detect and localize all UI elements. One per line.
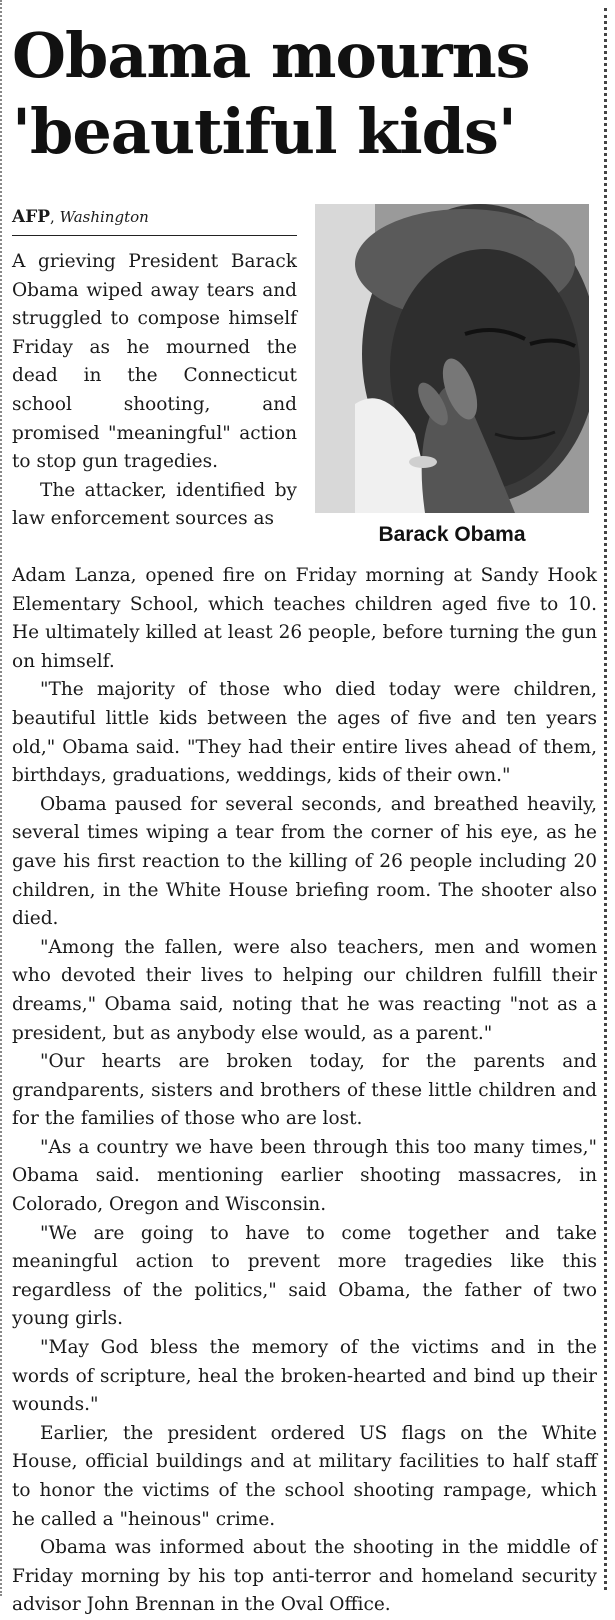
story-column-narrow [12,248,297,534]
page-left-border [0,0,2,1596]
story-paragraph: "May God bless the memory of the victims and in the words of scripture, heal the broken-hearted and bind up their wounds." [12,1337,597,1416]
story-paragraph: "Our hearts are broken today, for the parents and grandparents, sisters and brothers of these little children and for the families of those who are lost. [12,1051,597,1130]
photo-caption: Barack Obama [378,523,526,546]
story-column-wide [12,562,597,1620]
headline [12,18,597,170]
headline-line-2: 'beautiful kids' [12,95,516,168]
story-paragraph: The attacker, identified by law enforcement sources as [12,479,297,530]
story-paragraph: Earlier, the president ordered US flags on the White House, official buildings and at military facilities to half staff to honor the victims of the school shooting rampage, which he called a "heinous" crime. [12,1422,597,1530]
headline-line-1: Obama mourns [12,19,530,92]
story-paragraph: "We are going to have to come together and take meaningful action to prevent more tragedies like this regardless of the politics," said Obama, the father of two young girls. [12,1222,597,1330]
story-paragraph: "Among the fallen, were also teachers, men and women who devoted their lives to helping our children fulfill their dreams," Obama said, noting that he was reacting "not as a president, but as anybody else would, as a parent." [12,936,597,1044]
story-paragraph: A grieving President Barack Obama wiped away tears and struggled to compose himself Friday as he mourned the dead in the Connecticut school shooting, and promised "meaningful" action to stop gun tragedies. [12,251,297,473]
portrait-photo [315,204,589,513]
story-paragraph: "The majority of those who died today were children, beautiful little kids between the ages of five and ten years old," Obama said. "They had their entire lives ahead of them, birthdays, graduations, weddings, kids of their own." [12,679,597,787]
byline-place: Washington [59,208,149,226]
page-right-border [604,8,607,1590]
byline-separator: , [50,208,60,226]
byline [12,207,297,236]
story-paragraph: Obama paused for several seconds, and breathed heavily, several times wiping a tear from the corner of his eye, as he gave his first reaction to the killing of 26 people including 20 children, in the White House briefing room. The shooter also died. [12,793,597,930]
portrait-photo-icon [315,204,589,513]
story-paragraph: Obama was informed about the shooting in the middle of Friday morning by his top anti-terror and homeland security advisor John Brennan in the Oval Office. [12,1537,597,1616]
story-paragraph: "As a country we have been through this too many times," Obama said. mentioning earlier shooting massacres, in Colorado, Oregon and Wisconsin. [12,1136,597,1216]
story-paragraph: Adam Lanza, opened fire on Friday morning at Sandy Hook Elementary School, which teaches children aged five to 10. He ultimately killed at least 26 people, before turning the gun on himself. [12,565,597,672]
byline-agency: AFP [12,207,51,227]
